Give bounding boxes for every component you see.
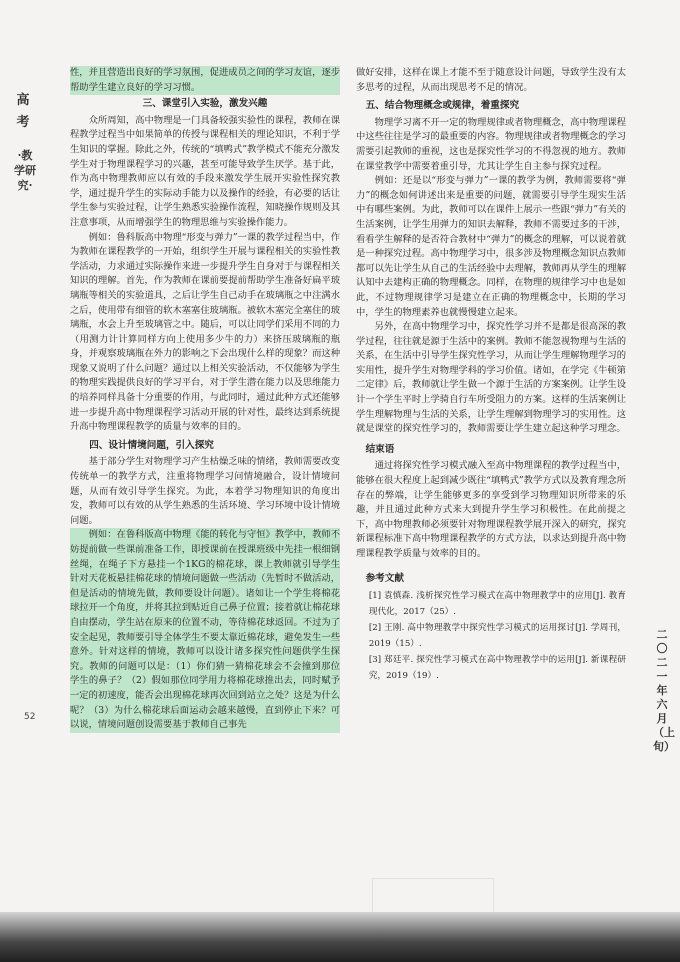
paragraph: 做好安排，这样在课上才能不至于随意设计问题，导致学生没有太多思考的过程，从而出现思考不足的情况。	[356, 67, 626, 93]
paragraph: 例如：还是以“形变与弹力”一课的教学为例，教师需要将“弹力”的概念如何讲述出来是重要的问题，就需要引导学生现实生活中有哪些案例。为此，教师可以在课件上展示一些跟“弹力”有关的生活案例，让学生用弹力的知识去解释，教师不需要过多的干涉，看看学生解释的是否符合教材中“弹力”的概念的理解，可以说着就是一种探究过程。高中物理学习中，很多涉及物理概念知识点教师都可以先让学生从自己的生活经验中去理解，教师再从学生的理解认知中去建构正确的物理概念。同样，在物理的规律学习中也是如此，不过物理规律学习是建立在正确的物理概念中，长期的学习中，学生的物理素养也就慢慢建立起来。	[356, 175, 626, 318]
paragraph: 另外，在高中物理学习中，探究性学习并不是都是很高深的教学过程，往往就是源于生活中的案例。教师不能忽视物理与生活的关系，在生活中引导学生探究性学习，从而让学生理解物理学习的实用性，提升学生对物理学科的学习价值。诸如，在学完《牛顿第二定律》后，教师就让学生做一个源于生活的方案案例。让学生设计一个学生平时上学骑自行车所受阻力的方案。这样的生活案例让学生理解物理与生活的关系，让学生理解到物理学习的实用性。这就是课堂的探究性学习的，教师需要让学生建立起这种学习理念。	[356, 321, 626, 435]
section-heading: 五、结合物理概念或规律，着重探究	[365, 100, 520, 112]
paragraph: 众所周知，高中物理是一门具备较强实验性的课程，教师在课程教学过程当中如果简单的传授与课程相关的理论知识，不利于学生知识的掌握。除此之外，传统的“填鸭式”教学模式不能充分激发学生对于物理课程学习的兴趣，甚至可能导致学生厌学。基于此，作为高中物理教师应以有效的手段来激发学生展开实验性探究教学，通过提升学生的实际动手能力以及操作的经验，有必要的话让学生参与实验过程，让学生熟悉实验操作流程，知晓操作规则及其注意事项，从而增强学生的物理思维与实验操作能力。	[70, 114, 340, 228]
section-name: ·教学研究·	[14, 149, 36, 192]
left-column	[70, 66, 340, 733]
journal-name: 高考	[16, 93, 34, 130]
paragraph: 基于部分学生对物理学习产生枯燥乏味的情绪，教师需要改变传统单一的教学方式，注重将物理学习问情境融合，设计情境问题，从而有效引导学生探究。为此，本着学习物理知识的角度出发，教师可以有效的从学生熟悉的生活环境、学习环境中设计情境问题。	[70, 456, 340, 526]
paragraph: 通过将探究性学习模式融入至高中物理课程的教学过程当中，能够在很大程度上起到减少既往“填鸭式”教学方式以及教育理念所存在的弊端，让学生能够更多的享受到学习物理知识所带来的乐趣，并且通过此种方式来大到提升学生学习积极性。在此前提之下，高中物理教师必须要针对物理课程教学展开深入的研究，探究新课程标准下高中物理课程教学的方式方法，以求达到提升高中物理课程教学质量与效率的目的。	[356, 460, 626, 559]
page-number: 52	[24, 712, 36, 722]
conclusion-heading: 结束语	[365, 443, 395, 455]
paragraph: 例如：在鲁科版高中物理《能的转化与守恒》教学中，教师不妨提前做一些课前准备工作，即授课前在授课班级中先挂一根细钢丝绳，在绳子下方悬挂一个1KG的棉花球，课上教师就引导学生针对天花板悬挂棉花球的情境问题做一些活动（先暂时不做活动，但是活动的情境先做，教师要设计问题）。诸如让一个学生将棉花球拉开一个角度，并将其拉到贴近自己鼻子位置；接着就让棉花球自由摆动，学生站在原来的位置不动，等待棉花球返回。不过为了安全起见，教师要引导全体学生不要太靠近棉花球，避免发生一些意外。针对这样的情境，教师可以设计诸多探究性问题供学生探究。教师的问题可以是：（1）你们猜一猜棉花球会不会撞到那位学生的鼻子？（2）假如那位同学用力将棉花球推出去，同时赋予一定的初速度，能否会出现棉花球再次回到站立之处？这是为什么呢？（3）为什么棉花球后面运动会越来越慢，直到停止下来？可以说，情境问题创设需要基于教师自己事先	[70, 528, 340, 732]
section-heading: 四、设计情境问题，引入探究	[89, 439, 214, 451]
reference-item: [2] 王刚. 高中物理教学中探究性学习模式的运用探讨[J]. 学周刊，2019（15）.	[368, 623, 626, 650]
references-heading: 参考文献	[365, 572, 404, 584]
paragraph: 物理学习离不开一定的物理规律或者物理概念，高中物理课程中这些往往是学习的最重要的内容。物理规律或者物理概念的学习需要引起教师的重视，这也是探究性学习的不得忽视的地方。教师在课堂教学中需要着重引导，尤其让学生自主参与探究过程。	[356, 116, 626, 172]
paragraph: 例如：鲁科版高中物理“形变与弹力”一课的教学过程当中，作为教师在课程教学的一开始，组织学生开展与课程相关的实验性教学活动，力求通过实际操作来进一步提升学生自身对于与课程相关知识的理解。首先，作为教师在课前要提前帮助学生准备好扁平玻璃瓶等相关的实验道具，之后让学生自己动手在玻璃瓶之中注满水之后，使用带有细管的软木塞塞住玻璃瓶。被软木塞完全塞住的玻璃瓶，水会上升至玻璃管之中。随后，可以让同学们采用不同的力（用测力计计算同样方向上使用多少牛的力）来挤压玻璃瓶的瓶身，并观察玻璃瓶在外力的影响之下会出现什么样的现象？而这种现象又说明了什么问题？通过以上相关实验活动，不仅能够为学生的物理实践提供良好的学习平台，对于学生潜在能力以及思维能力的培养同样具备十分重要的作用，与此同时，通过此种方式还能够进一步提升高中物理课程学习活动开展的针对性，最终达到系统提升高中物理课程教学的质量与效率的目的。	[70, 231, 340, 433]
reference-item: [3] 郑廷平. 探究性学习模式在高中物理教学中的运用[J]. 新课程研究，2019（19）.	[368, 655, 626, 682]
journal-side-title	[14, 90, 36, 193]
paragraph: 性，并且营造出良好的学习氛围，促进成员之间的学习友谊，逐步帮助学生建立良好的学习习惯。	[70, 66, 340, 95]
scan-shadow	[0, 912, 680, 962]
reference-item: [1] 袁慎森. 浅析探究性学习模式在高中物理教学中的应用[J]. 教育现代化，2017（25）.	[368, 591, 626, 618]
right-column	[356, 66, 626, 684]
section-heading: 三、课堂引入实验，激发兴趣	[142, 98, 268, 110]
issue-date: 二〇二一年六月（上旬）	[653, 628, 675, 753]
